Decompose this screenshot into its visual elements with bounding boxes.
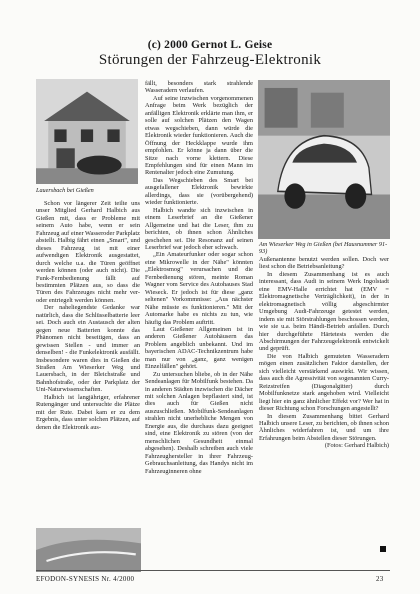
journal-issue: EFODON-SYNESIS Nr. 4/2000 [36, 575, 135, 583]
col2-paragraph: Das Wegschieben des Smart bei ausgefallener Elektronik bewirkte allerdings, dass sie (vorübergehend) wieder funktionierte. [145, 176, 253, 207]
page-number: 23 [376, 575, 384, 583]
column-1 [36, 200, 140, 431]
photo-smart-car [258, 80, 390, 239]
col3-paragraph: Außenantenne benutzt werden sollen. Doch wer liest schon die Betriebsanleitung? [259, 256, 389, 271]
col3-paragraph: In diesem Zusammenhang bittet Gerhard Halbich unsere Leser, zu berichten, ob ihnen schon Ähnliches widerfahren ist, und um ihre Erfahrungen beim Abstellen dieser Störungen. [259, 412, 389, 442]
photo-house-lauersbach [36, 79, 138, 184]
col3-paragraph: In diesem Zusammenhang ist es auch interessant, dass Audi in seinem Werk Ingolstadt eine EMV-Halle errichtet hat (EMV = Elektromagnetische Verträglichkeit), in der in elektromagnetisch völlig abgeschirmter Umgebung Audi-Fahrzeuge getestet werden, indem sie mit Störstrahlungen beschossen werden, wie sie u.a. beim Händi-Betrieb anfallen. Durch hier durchgeführte Härtetests werden die Abschirmungen der Fahrzeugelektronik entwickelt und geprüft. [259, 270, 389, 353]
photo1-caption: Lauersbach bei Gießen [36, 187, 94, 194]
photo-car-detail [36, 528, 141, 572]
col2-paragraph: Halbich wandte sich inzwischen in einem Leserbrief an die Gießener Allgemeine und hat die Leser, ihm zu berichten, ob ihnen schon Ähnliches geschehen sei. Die Resonanz auf seinen Leserbrief war jedoch eher schwach. [145, 206, 253, 251]
footer-rule [36, 570, 390, 571]
article-title: Störungen der Fahrzeug-Elektronik [98, 52, 322, 68]
col2-paragraph: fällt, besonders stark strahlende Wasseradern verlaufen. [145, 80, 253, 95]
col1-paragraph: Halbich ist langjähriger, erfahrener Rutengänger und untersuchte die Plätze mit der Rute. Dabei kam er zu dem Ergebnis, dass unter solchen Plätzen, auf denen die Elektronik aus- [36, 393, 140, 431]
column-2 [145, 80, 253, 475]
column-3 [259, 256, 389, 450]
col2-paragraph: Zu untersuchen bliebe, ob in der Nähe Sendeanlagen für Mobilfunk bestehen. Da in anderen Städten inzwischen die Dächer mit solchen Anlagen bepflastert sind, ist dies auch für Gießen nicht auszuschließen. Mobilfunk-Sendeanlagen strahlen nicht unerhebliche Mengen von Energie aus, die durchaus dazu geeignet sind, eine Elektronik zu stören (von der menschlichen Gesundheit einmal abgesehen). Deshalb schreiben auch viele Fahrzeughersteller in ihrer Fahrzeug-Gebrauchsanleitung, das Handys nicht im Fahrzeuginneren ohne [145, 370, 253, 475]
col3-paragraph: Die von Halbich gemuteten Wasseradern mögen einen zusätzlichen Faktor darstellen, der sich vielleicht verstärkend auswirkt. Wir wissen, dass auch die Agressivität von sogenannten Curry-Reizstreifen (Diagonalgitter) durch Mobilfunknetze stark angehoben wird. Vielleicht liegt hier ein ganz ähnlicher Effekt vor? Wer hat in dieser Richtung schon Forschungen angestellt? [259, 352, 389, 413]
col2-paragraph: „Ein Amateurfunker oder sogar schon eine Mikrowelle in der Nähe" könnten „Elektrosmog" verursachen und die Fernbedienung stören, meinte Roman Wagner vom Service des Autohauses Stad Wieseck. Er jedoch ist für diese „ganz seltenen" Vorkommnisse: „Aus nächster Nähe müsste es funktionieren." Mit der Automarke habe es nichts zu tun, wie häufig das Problem auftritt. [145, 251, 253, 326]
col1-paragraph: Der naheliegendste Gedanke war natürlich, dass die Schlüsselbatterie leer sei. Doch auch ein Austausch der alten gegen neue Batterien konnte das Phänomen nicht beseitigen, dass an gewissen Stellen - und immer an denselben! - die Funkelektronik ausfällt. Insbesondere waren dies in Gießen die Straßen Am Wieserker Weg und Lauersbach, in der Bleichstraße und Bahnhofstraße, oder der Parkplatz der Uni-Naturwissenschaften. [36, 304, 140, 394]
photo-credit: (Fotos: Gerhard Halbich) [324, 442, 389, 450]
end-of-article-square [380, 546, 386, 552]
photo2-caption: Am Wieserker Weg in Gießen (bei Hausnummer 91-93) [259, 241, 388, 256]
author-line: (c) 2000 Gernot L. Geise [147, 39, 273, 51]
col2-paragraph: Laut Gießener Allgemeinen ist in anderen Gießener Autohäusern das Problem angeblich unbekannt. Und im bayerischen ADAC-Technikzentrum habe man nur von „ganz, ganz wenigen Einzelfällen" gehört. [145, 325, 253, 371]
col2-paragraph: Auf seine inzwischen vorgenommenen Anfrage beim Werk bezüglich der anfälligen Elektronik erklärte man ihm, er solle auf solchen Plätzen den Wagen etwas wegschieben, dann würde die Elektronik wieder funktionieren. Auch die Öffnung der Heckklappe wurde ihm empfohlen. Er könne ja dann über die Sitze nach vorne klettern. Diese Empfehlungen sind für einen Mann im Rentenalter jedoch eine Zumutung. [145, 94, 253, 177]
col1-paragraph: Schon vor längerer Zeit teilte uns unser Mitglied Gerhard Halbich aus Gießen mit, dass er Probleme mit seinem Auto habe, wenn er sein Fahrzeug auf einer Wasseroder Parkplatz abstellt. Halbig fährt einen „Smart", und dieses Fahrzeug ist mit einer aufwendigen Elektronik ausgestattet, durch welche u.a. die Türen geöffnet werden können (oder auch nicht). Die Funk-Fernbedienung fällt auf bestimmten Plätzen aus, so dass die Türen des Fahrzeuges nicht mehr ver- oder entriegelt werden können. [36, 200, 140, 304]
